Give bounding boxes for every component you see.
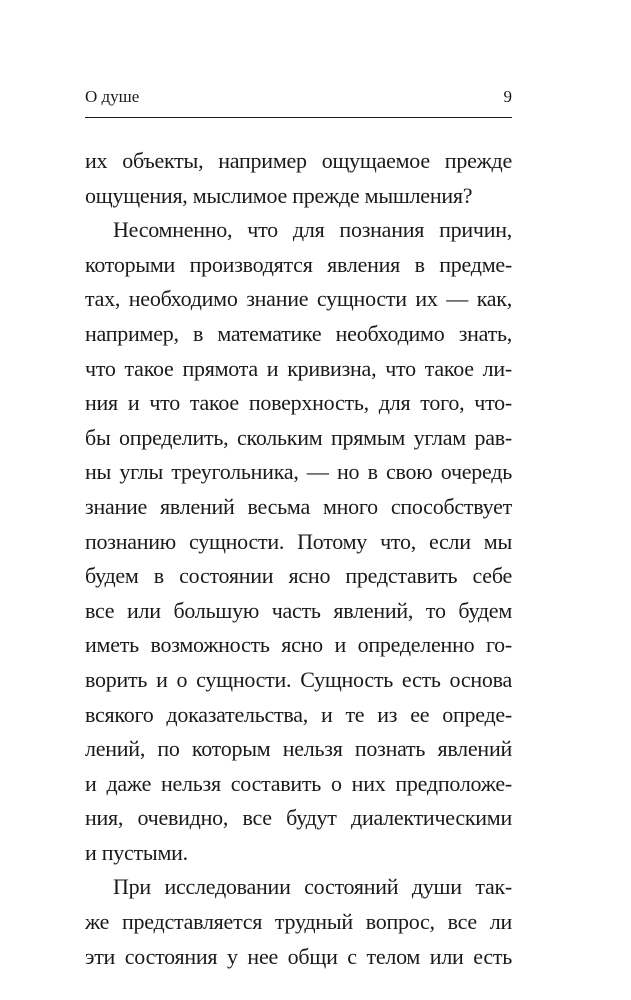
text-line: познанию сущности. Потому что, если мы: [85, 528, 512, 554]
text-line: всякого доказательства, и те из ее опреде-: [85, 701, 512, 727]
text-line: их объекты, например ощущаемое прежде: [85, 148, 512, 173]
text-line: ворить и о сущности. Сущность есть основа: [85, 666, 512, 692]
paragraph-first-line: Несомненно, что для познания причин,: [113, 217, 512, 243]
text-line: что такое прямота и кривизна, что такое ли-: [85, 355, 512, 381]
text-line: например, в математике необходимо знать,: [85, 320, 512, 346]
text-line: ощущения, мыслимое прежде мышления?: [85, 182, 473, 208]
text-line: лений, по которым нельзя познать явлений: [85, 736, 512, 762]
text-line: же представляется трудный вопрос, все ли: [85, 909, 512, 935]
text-line: иметь возможность ясно и определенно го-: [85, 632, 512, 658]
paragraph-first-line: При исследовании состояний души так-: [113, 874, 512, 900]
text-line: ния, очевидно, все будут диалектическими: [85, 805, 512, 831]
text-line: все или большую часть явлений, то будем: [85, 597, 512, 623]
text-line: будем в состоянии ясно представить себе: [85, 563, 512, 589]
running-title: О душе: [85, 87, 140, 106]
page-number: 9: [503, 87, 512, 106]
header-rule: [85, 117, 512, 118]
text-line: ния и что такое поверхность, для того, что-: [85, 390, 512, 416]
text-line: знание явлений весьма много способствует: [85, 493, 512, 519]
text-line: эти состояния у нее общи с телом или есть: [85, 943, 512, 969]
body-text: [85, 144, 512, 974]
text-line: которыми производятся явления в предме-: [85, 251, 512, 277]
running-head: [85, 86, 512, 108]
text-line: тах, необходимо знание сущности их — как,: [85, 286, 512, 312]
text-line: и пустыми.: [85, 839, 188, 865]
text-line: ны углы треугольника, — но в свою очередь: [85, 459, 512, 485]
text-line: бы определить, скольким прямым углам рав-: [85, 424, 512, 450]
text-line: и даже нельзя составить о них предположе-: [85, 770, 512, 796]
